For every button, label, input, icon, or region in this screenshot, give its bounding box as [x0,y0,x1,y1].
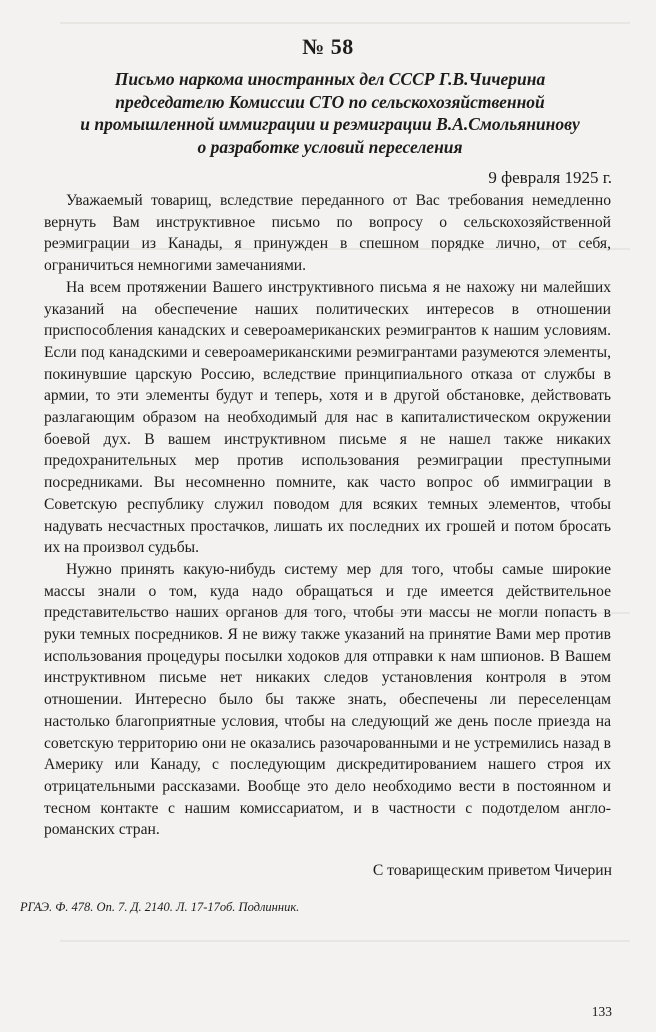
bleed-through-line [60,940,630,942]
letter-body [44,190,611,841]
title-line: председателю Комиссии СТО по сельскохозяйственной [115,91,545,112]
document-date: 9 февраля 1925 г. [488,168,612,187]
document-number: № 58 [302,34,354,59]
title-line: Письмо наркома иностранных дел СССР Г.В.Чичерина [114,69,546,89]
title-line: и промышленной иммиграции и реэмиграции В.А.Смольянинову [80,114,580,134]
document-title [70,68,590,158]
title-line: о разработке условий переселения [197,136,463,157]
signature-line: С товарищеским приветом Чичерин [372,862,612,879]
archive-reference: РГАЭ. Ф. 478. Оп. 7. Д. 2140. Л. 17-17об. Подлинник. [20,900,300,914]
page-number: 133 [591,1004,612,1019]
paragraph: На всем протяжении Вашего инструктивного письма я не нахожу ни малейших указаний на обеспечение наших политических интересов в отношении приспособления канадских и североамериканских реэмигрантов к нашим условиям. Если под канадскими и североамериканскими реэмигрантами разумеются элементы, покинувшие царскую Россию, вследствие принципиального отказа от службы в армии, то эти элементы будут и теперь, хотя и в другой обстановке, действовать разлагающим образом на необходимый для нас в капиталистическом окружении боевой дух. В вашем инструктивном письме я не нашел также никаких предохранительных мер против использования реэмиграции преступными посредниками. Вы несомненно помните, как часто вопрос об иммиграции в Советскую республику служил поводом для всяких темных элементов, чтобы надувать несчастных простачков, лишать их последних их грошей и потом бросать их на произвол судьбы. [44,278,611,557]
bleed-through-line [60,22,630,24]
paragraph: Нужно принять какую-нибудь систему мер для того, чтобы самые широкие массы знали о том, куда надо обращаться и где имеется действительное представительство наших органов для того, чтобы эти массы не могли попасть в руки темных посредников. Я не вижу также указаний на принятие Вами мер против использования процедуры посылки ходоков для отправки к нам шпионов. В Вашем инструктивном письме нет никаких следов установления контроля в этом отношении. Интересно было бы также знать, обеспечены ли переселенцам настолько благоприятные условия, чтобы на следующий же день после приезда на советскую территорию они не оказались разочарованными и не устремились назад в Америку или Канаду, с последующим дискредитированием нашего строя их отрицательными рассказами. Вообще это дело необходимо вести в постоянном и тесном контакте с нашим комиссариатом, и в частности с подотделом англо-романских стран. [44,560,611,839]
paragraph: Уважаемый товарищ, вследствие переданного от Вас требования немедленно вернуть Вам инструктивное письмо по вопросу о сельскохозяйственной реэмиграции из Канады, я принужден в спешном порядке лично, от себя, ограничиться немногими замечаниями. [44,192,611,275]
